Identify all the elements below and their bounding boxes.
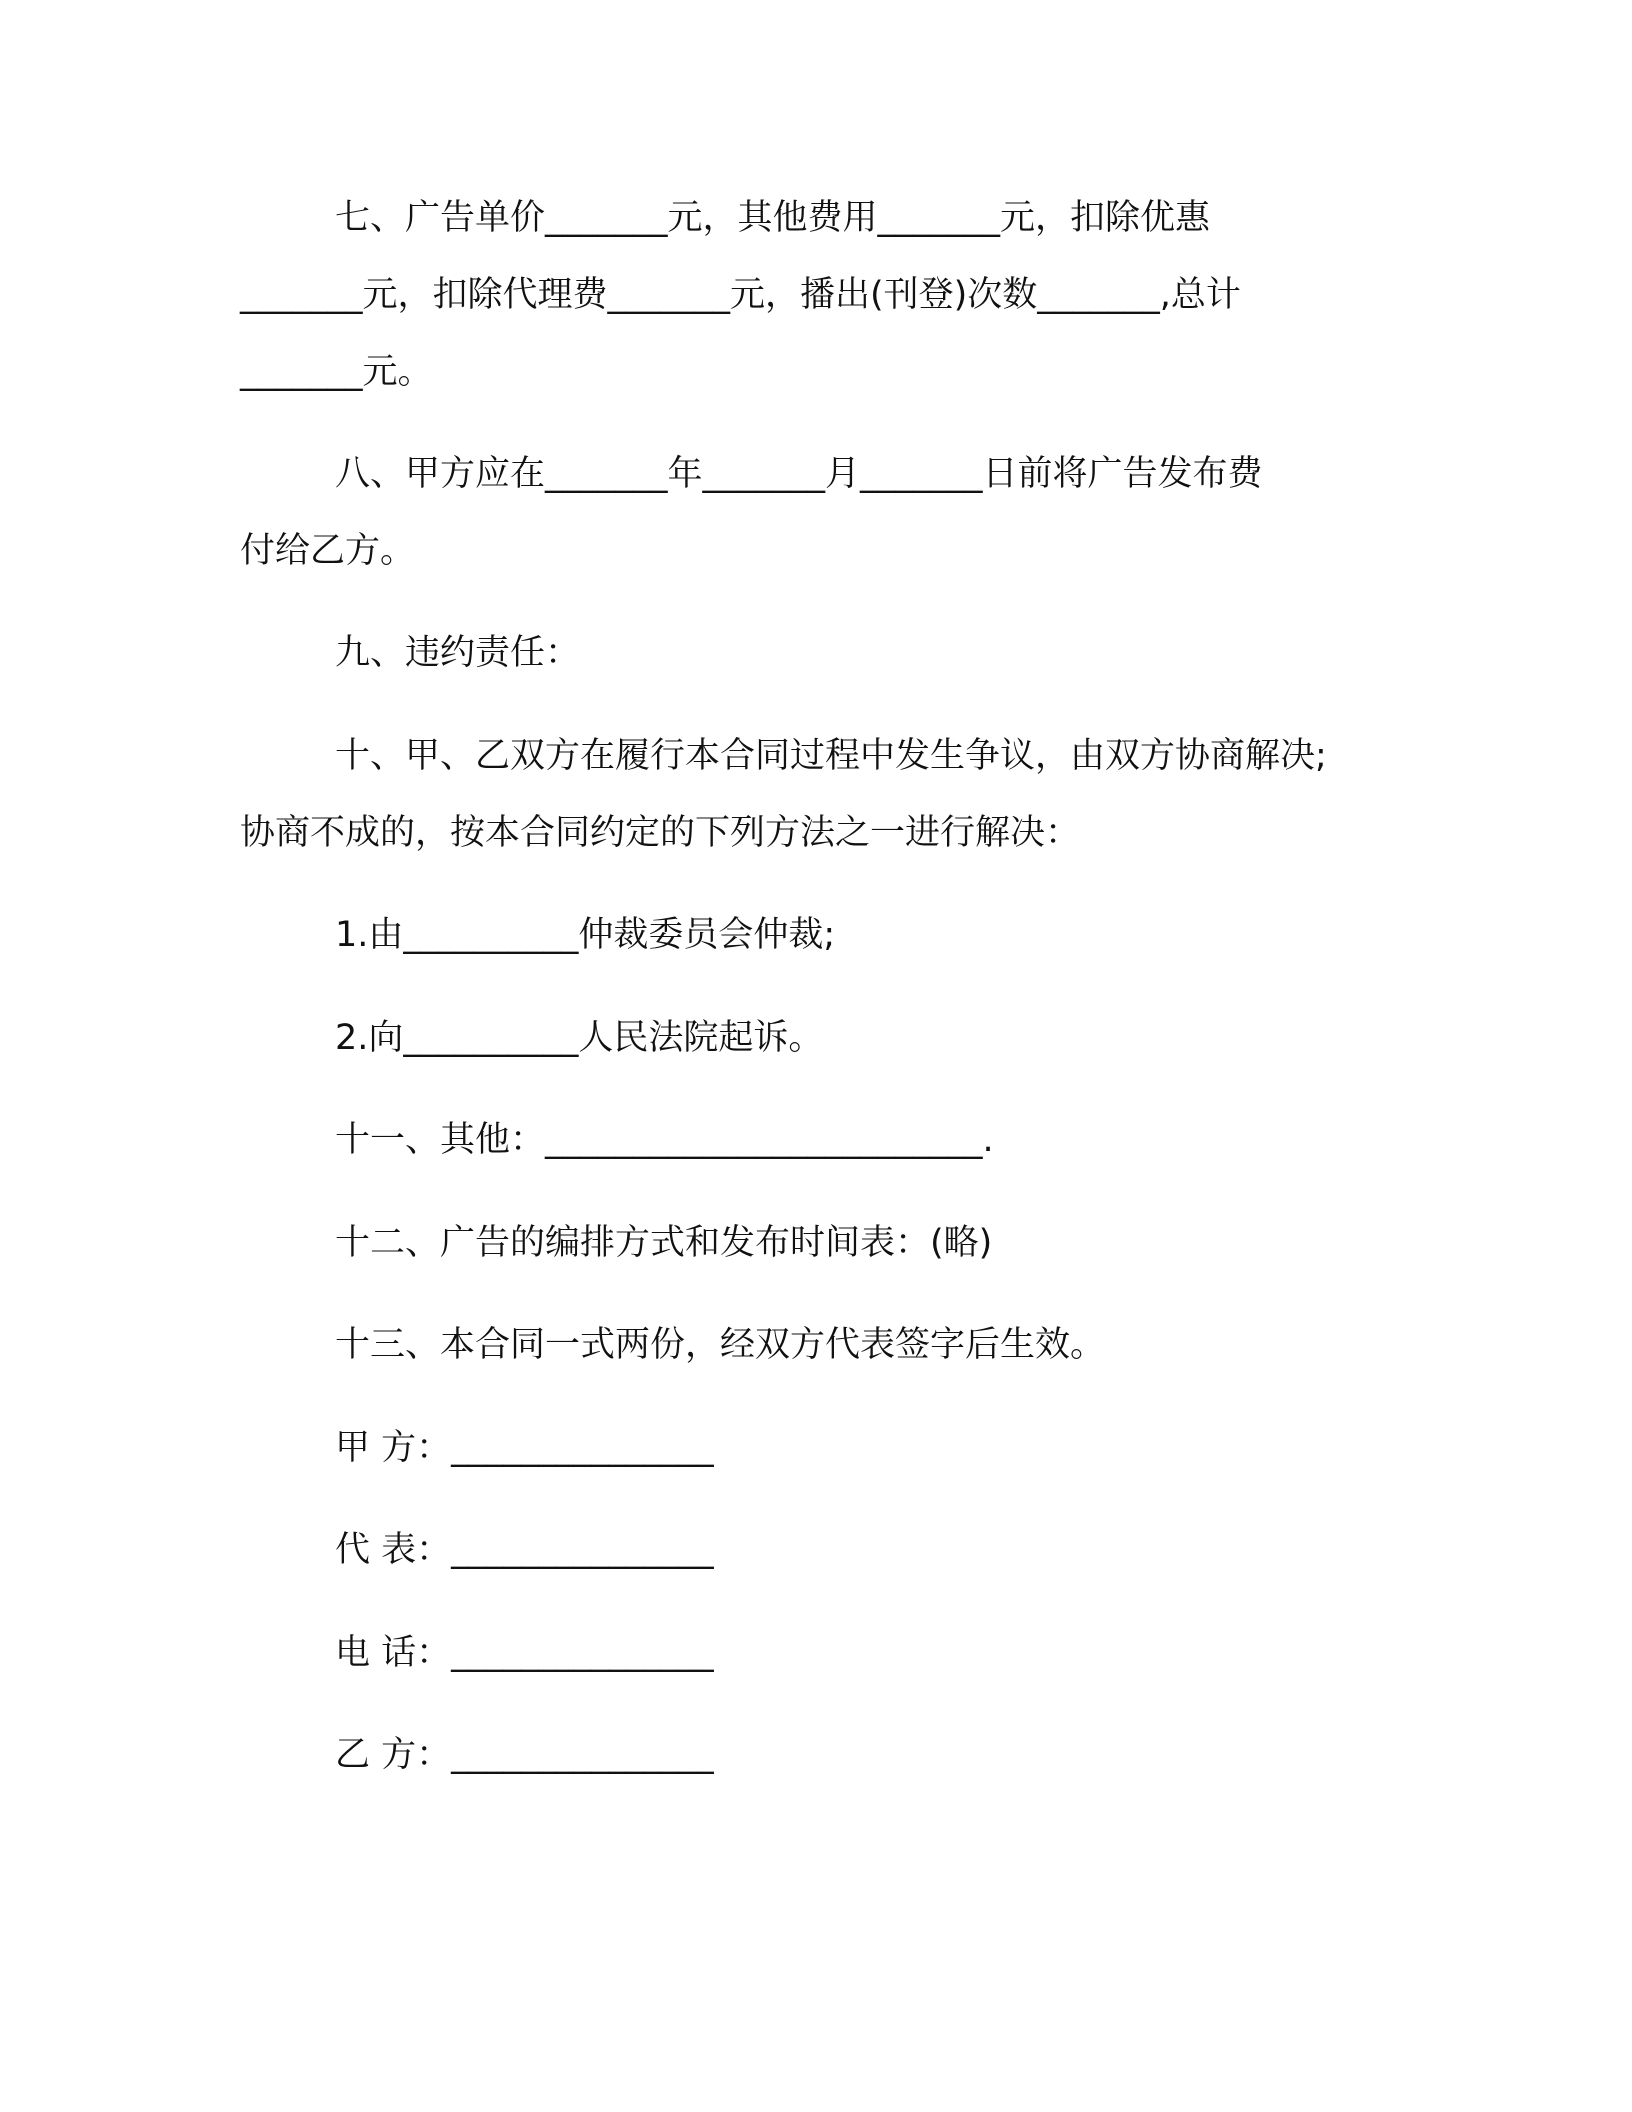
clause-13: 十三、本合同一式两份，经双方代表签字后生效。 bbox=[335, 1325, 1106, 1365]
clause-7-line-2: _______元，扣除代理费_______元，播出(刊登)次数_______,总计 bbox=[240, 275, 1241, 315]
clause-11: 十一、其他：_________________________. bbox=[335, 1120, 994, 1160]
signature-phone: 电 话：_______________ bbox=[335, 1633, 714, 1673]
clause-12: 十二、广告的编排方式和发布时间表：(略) bbox=[335, 1223, 993, 1263]
clause-10-line-1: 十、甲、乙双方在履行本合同过程中发生争议，由双方协商解决; bbox=[335, 736, 1327, 776]
clause-8-line-1: 八、甲方应在_______年_______月_______日前将广告发布费 bbox=[335, 454, 1263, 494]
clause-9: 九、违约责任： bbox=[335, 633, 581, 673]
signature-party-b: 乙 方：_______________ bbox=[335, 1735, 714, 1775]
clause-7-line-1: 七、广告单价_______元，其他费用_______元，扣除优惠 bbox=[335, 198, 1211, 238]
clause-7-line-3: _______元。 bbox=[240, 352, 433, 392]
clause-10-line-2: 协商不成的，按本合同约定的下列方法之一进行解决： bbox=[240, 813, 1081, 853]
clause-8-line-2: 付给乙方。 bbox=[240, 531, 416, 571]
option-1: 1.由__________仲裁委员会仲裁; bbox=[335, 915, 836, 955]
signature-party-a: 甲 方：_______________ bbox=[335, 1428, 714, 1468]
signature-representative: 代 表：_______________ bbox=[335, 1530, 714, 1570]
option-2: 2.向__________人民法院起诉。 bbox=[335, 1018, 824, 1058]
